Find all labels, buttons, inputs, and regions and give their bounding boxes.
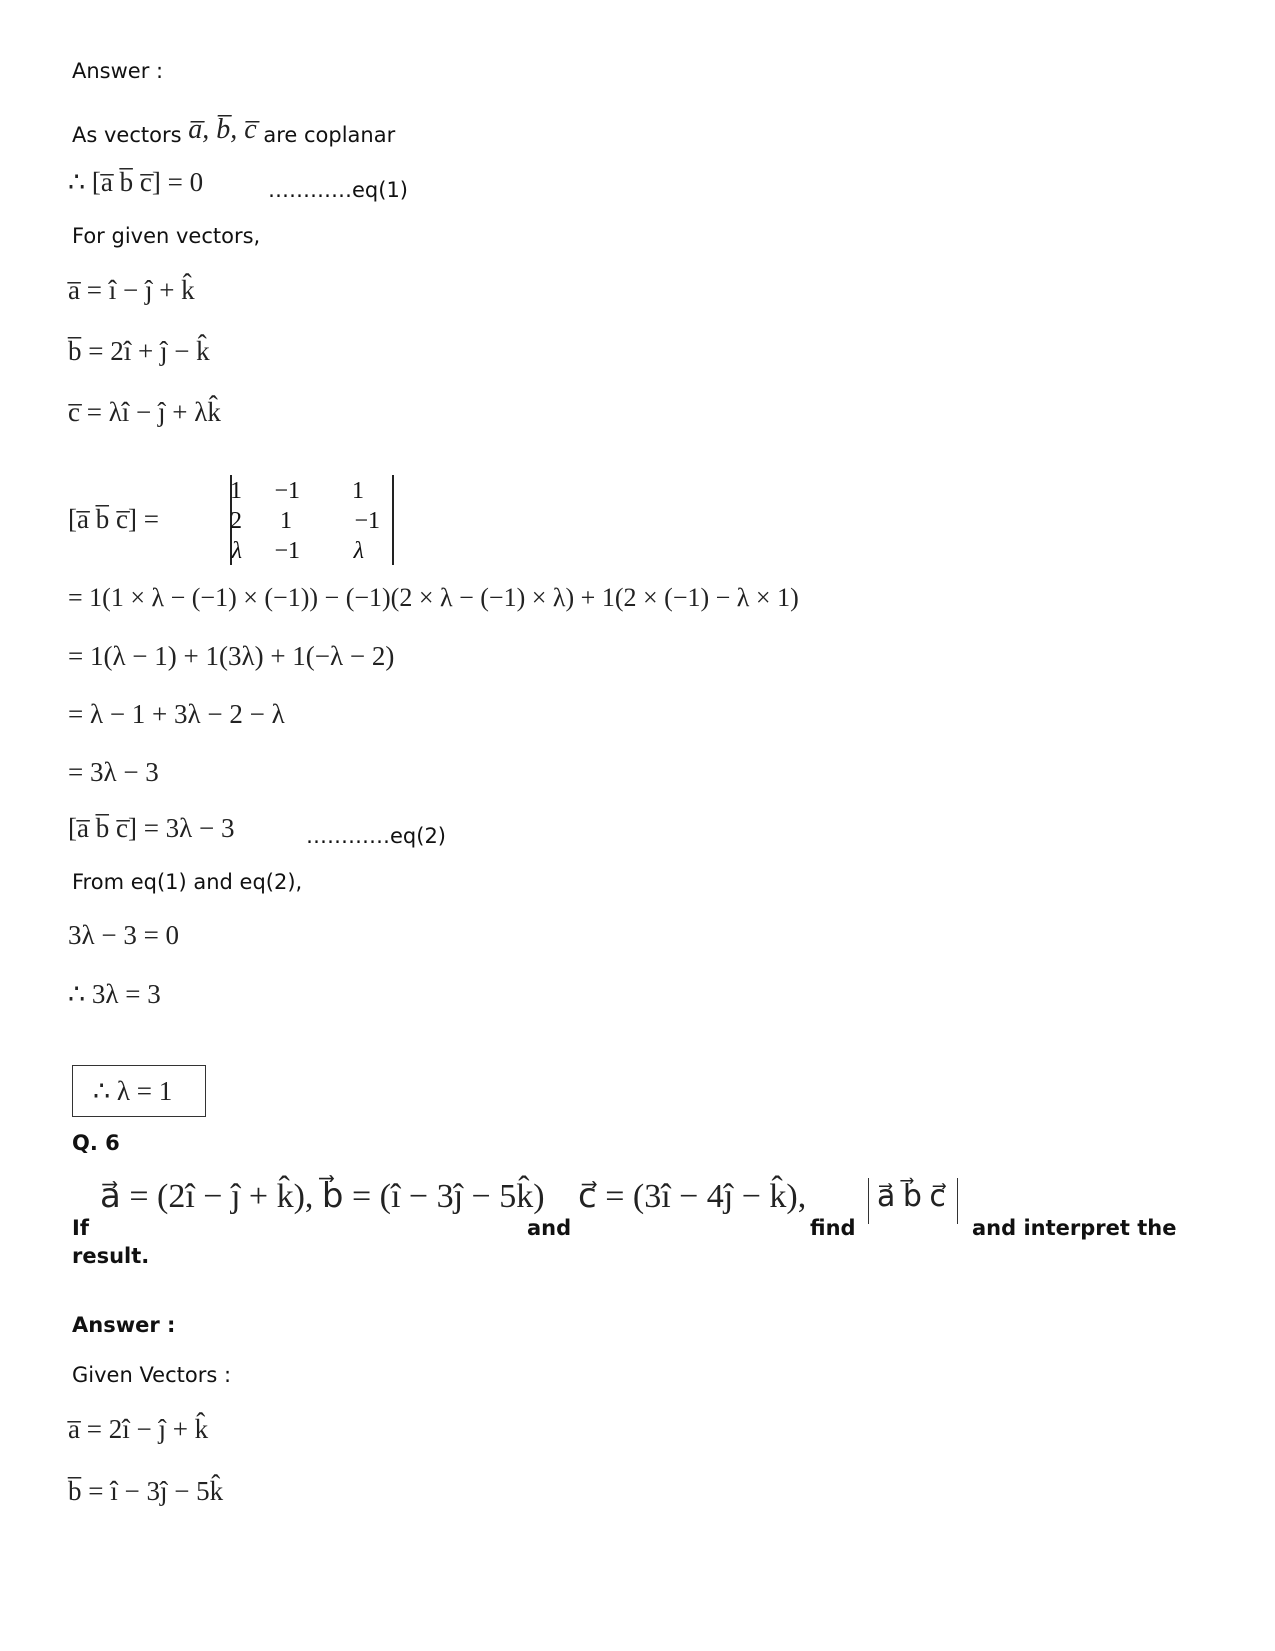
det-cell-r3c2: −1 bbox=[274, 538, 300, 564]
det-cell-r2c1: 2 bbox=[230, 508, 242, 534]
det-cell-r3c3: λ bbox=[353, 538, 364, 564]
q6-interpret: and interpret the bbox=[972, 1216, 1177, 1240]
determinant-lhs: [a̅ b̅ c̅] = bbox=[68, 504, 159, 534]
vector-a-definition: a̅ = î − ĵ + k̂ bbox=[68, 275, 195, 305]
coplanar-post: are coplanar bbox=[263, 123, 396, 147]
solve-step-2: ∴ 3λ = 3 bbox=[68, 979, 161, 1009]
coplanar-statement bbox=[72, 114, 396, 148]
answer-heading: Answer : bbox=[72, 59, 164, 83]
question-6-label: Q. 6 bbox=[72, 1131, 120, 1155]
expansion-step-3: = λ − 1 + 3λ − 2 − λ bbox=[68, 699, 285, 729]
det-cell-r1c2: −1 bbox=[274, 478, 300, 504]
expansion-step-2: = 1(λ − 1) + 1(3λ) + 1(−λ − 2) bbox=[68, 641, 395, 671]
coplanar-pre: As vectors bbox=[72, 123, 182, 147]
q6-and: and bbox=[527, 1216, 572, 1240]
det-cell-r3c1: λ bbox=[231, 538, 242, 564]
vector-c-definition: c̅ = λî − ĵ + λk̂ bbox=[68, 397, 221, 427]
q6-if: If bbox=[72, 1216, 89, 1240]
q6-box-product-bracket bbox=[868, 1178, 958, 1224]
eq2-math: [a̅ b̅ c̅] = 3λ − 3 bbox=[68, 813, 235, 843]
eq1-tag: …………eq(1) bbox=[268, 178, 408, 202]
q6-vectors-ab: a⃗ = (2î − ĵ + k̂), b⃗ = (î − 3ĵ − 5k̂) bbox=[100, 1178, 545, 1215]
result-box bbox=[72, 1065, 206, 1117]
expansion-step-1: = 1(1 × λ − (−1) × (−1)) − (−1)(2 × λ − (−1) × λ) + 1(2 × (−1) − λ × 1) bbox=[68, 583, 799, 612]
q6-vector-b-definition: b̅ = î − 3ĵ − 5k̂ bbox=[68, 1476, 224, 1506]
eq1-math: ∴ [a̅ b̅ c̅] = 0 bbox=[68, 167, 204, 197]
determinant-matrix bbox=[230, 475, 394, 565]
for-given-vectors: For given vectors, bbox=[72, 224, 261, 248]
solve-step-1: 3λ − 3 = 0 bbox=[68, 920, 180, 950]
q6-answer-heading: Answer : bbox=[72, 1313, 176, 1337]
coplanar-vectors: a̅, b̅, c̅ bbox=[188, 114, 257, 145]
q6-vector-a-definition: a̅ = 2î − ĵ + k̂ bbox=[68, 1414, 209, 1444]
det-cell-r2c2: 1 bbox=[280, 508, 292, 534]
from-eq-statement: From eq(1) and eq(2), bbox=[72, 870, 303, 894]
q6-result-word: result. bbox=[72, 1244, 150, 1268]
vector-b-definition: b̅ = 2î + ĵ − k̂ bbox=[68, 336, 210, 366]
result-value: ∴ λ = 1 bbox=[93, 1076, 173, 1106]
q6-given-vectors: Given Vectors : bbox=[72, 1363, 232, 1387]
eq2-tag: …………eq(2) bbox=[306, 824, 446, 848]
det-cell-r2c3: −1 bbox=[354, 508, 380, 534]
q6-find: find bbox=[810, 1216, 856, 1240]
det-cell-r1c3: 1 bbox=[352, 478, 364, 504]
expansion-step-4: = 3λ − 3 bbox=[68, 757, 159, 787]
q6-vector-c: c⃗ = (3î − 4ĵ − k̂), bbox=[578, 1178, 807, 1215]
q6-box-product: a⃗ b⃗ c⃗ bbox=[877, 1180, 946, 1213]
det-cell-r1c1: 1 bbox=[230, 478, 242, 504]
